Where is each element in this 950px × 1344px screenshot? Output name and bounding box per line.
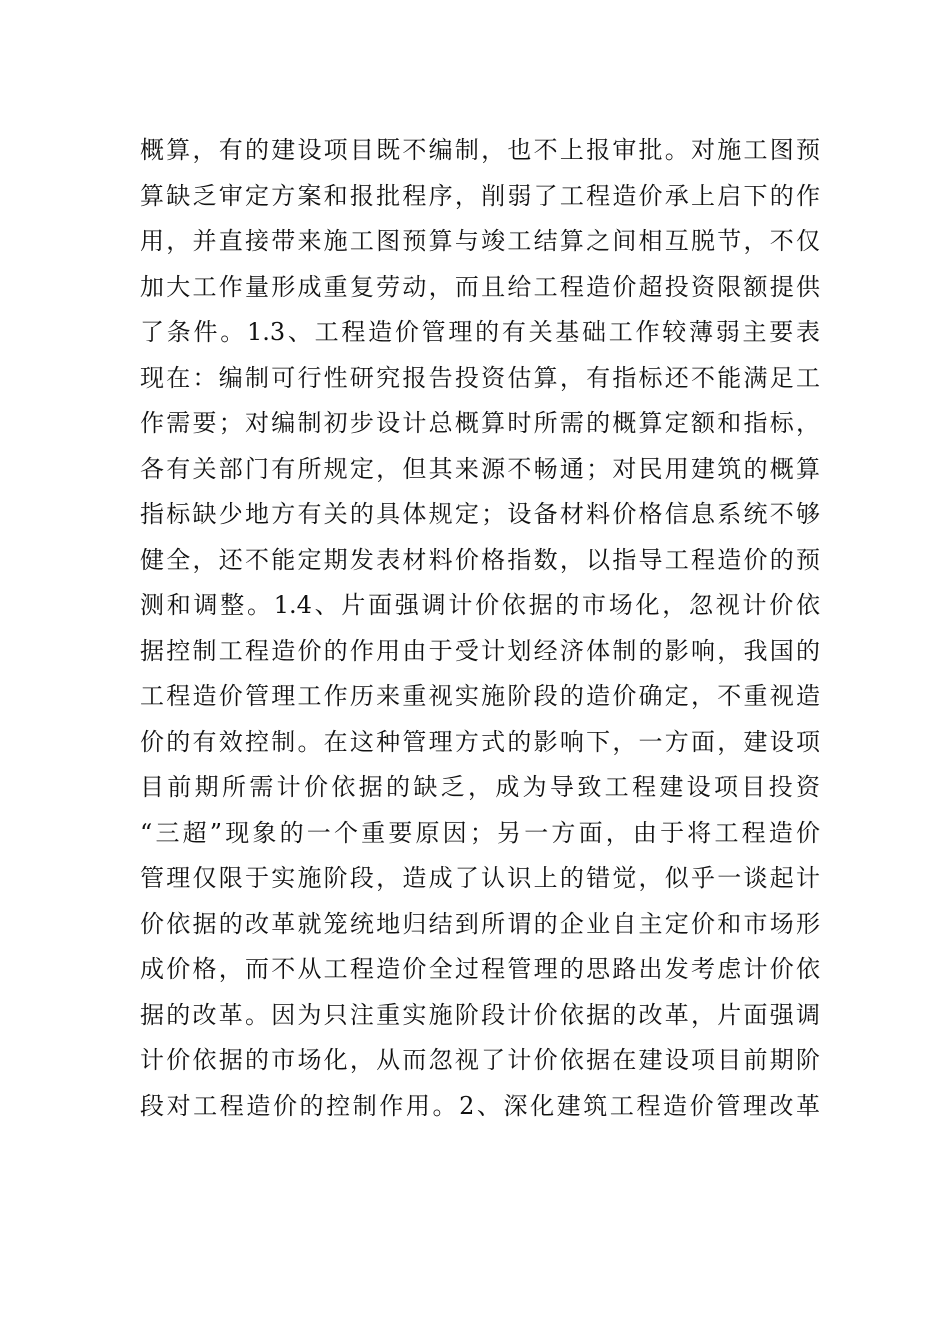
text-line: 测和调整。1.4、片面强调计价依据的市场化，忽视计价依 <box>140 591 820 619</box>
text-line: 了条件。1.3、工程造价管理的有关基础工作较薄弱主要表 <box>140 318 820 346</box>
text-line: 据的改革。因为只注重实施阶段计价依据的改革，片面强调 <box>140 1000 820 1029</box>
text-line: 用，并直接带来施工图预算与竣工结算之间相互脱节，不仅 <box>140 227 820 255</box>
text-line: 计价依据的市场化，从而忽视了计价依据在建设项目前期阶 <box>140 1046 820 1074</box>
text-line: 价依据的改革就笼统地归结到所谓的企业自主定价和市场形 <box>140 909 820 938</box>
text-line: 价的有效控制。在这种管理方式的影响下，一方面，建设项 <box>140 727 820 756</box>
text-line: 作需要；对编制初步设计总概算时所需的概算定额和指标， <box>140 409 820 437</box>
text-line: 段对工程造价的控制作用。2、深化建筑工程造价管理改革 <box>140 1091 820 1120</box>
text-line: 目前期所需计价依据的缺乏，成为导致工程建设项目投资 <box>140 773 820 801</box>
text-line: 据控制工程造价的作用由于受计划经济体制的影响，我国的 <box>140 636 820 665</box>
text-line: 指标缺少地方有关的具体规定；设备材料价格信息系统不够 <box>140 500 820 528</box>
body-text <box>140 128 820 1129</box>
text-line: 管理仅限于实施阶段，造成了认识上的错觉，似乎一谈起计 <box>140 864 820 892</box>
text-line: 加大工作量形成重复劳动，而且给工程造价超投资限额提供 <box>140 272 820 301</box>
text-line: 各有关部门有所规定，但其来源不畅通；对民用建筑的概算 <box>140 454 820 483</box>
text-line: 工程造价管理工作历来重视实施阶段的造价确定，不重视造 <box>140 682 820 710</box>
text-line: 健全，还不能定期发表材料价格指数，以指导工程造价的预 <box>140 545 820 574</box>
text-line: 成价格，而不从工程造价全过程管理的思路出发考虑计价依 <box>140 955 820 983</box>
text-line: 算缺乏审定方案和报批程序，削弱了工程造价承上启下的作 <box>140 181 820 210</box>
text-line: “三超”现象的一个重要原因；另一方面，由于将工程造价 <box>140 818 820 847</box>
text-line: 概算，有的建设项目既不编制，也不上报审批。对施工图预 <box>140 136 820 164</box>
text-line: 现在：编制可行性研究报告投资估算，有指标还不能满足工 <box>140 363 820 392</box>
